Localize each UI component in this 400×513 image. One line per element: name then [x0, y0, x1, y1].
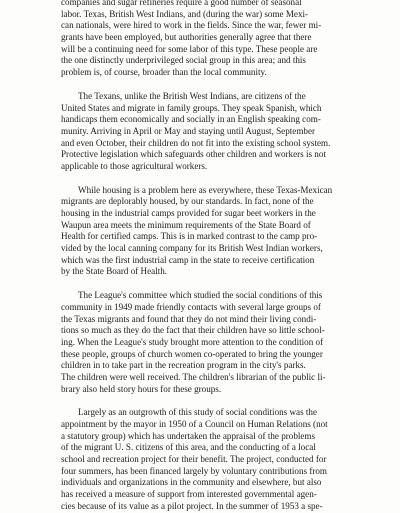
paragraph-gap — [61, 173, 355, 185]
paragraph-gap — [61, 79, 355, 91]
text-line: The Texans, unlike the British West Indians, are citizens of the — [78, 90, 306, 101]
text-line: handicaps them economically and socially in an English speaking com- — [61, 114, 321, 125]
text-line: While housing is a problem here as everywhere, these Texas-Mexican — [78, 184, 333, 195]
text-line: a statutory group) which has undertaken the appraisal of the problems — [61, 430, 316, 441]
text-column — [61, 0, 355, 513]
paragraph-housing — [61, 185, 355, 279]
text-line: which was the first industrial camp in the state to receive certification — [61, 254, 315, 265]
text-line: The children were well received. The children's librarian of the public li- — [61, 371, 326, 382]
text-line: Waupun area meets the minimum requirements of the State Board of — [61, 219, 311, 230]
text-line: labor. Texas, British West Indians, and (during the war) some Mexi- — [61, 8, 309, 19]
text-line: Largely as an outgrowth of this study of social conditions was the — [78, 407, 318, 418]
text-line: munity. Arriving in April or May and staying until August, September — [61, 125, 316, 136]
text-line: Protective legislation which safeguards other children and workers is not — [61, 149, 326, 160]
text-line: ing. When the League's study brought more attention to the condition of — [61, 336, 324, 347]
text-line: and even October, their children do not fit into the existing school system. — [61, 137, 331, 148]
text-line: can nationals, were hired to work in the fields. Since the war, fewer mi- — [61, 20, 322, 31]
paragraph-texans — [61, 91, 355, 173]
text-line: four summers, has been financed largely by voluntary contributions from — [61, 465, 328, 476]
text-line: by the State Board of Health. — [61, 266, 168, 277]
text-line: companies and sugar refineries require a good number of seasonal — [61, 0, 302, 7]
text-line: appointment by the mayor in 1950 of a Council on Human Relations (not — [61, 419, 328, 429]
text-line: children in to take part in the recreation program in the city's parks. — [61, 360, 306, 371]
paragraph-gap — [61, 278, 355, 290]
text-line: of the migrant U. S. citizens of this area, and the conducting of a local — [61, 442, 316, 453]
paragraph-gap — [61, 395, 355, 407]
text-line: tions so much as they do the fact that their children have so little school- — [61, 325, 325, 336]
text-line: grants have been employed, but authorities generally agree that there — [61, 32, 312, 43]
text-line: community in 1949 made friendly contacts with several large groups of — [61, 301, 321, 312]
paragraph-league-committee — [61, 290, 355, 395]
text-line: Health for certified camps. This is in marked contrast to the camp pro- — [61, 231, 318, 242]
text-line: individuals and organizations in the community and elsewhere, but also — [61, 477, 322, 488]
text-line: housing in the industrial camps provided for sugar beet workers in the — [61, 208, 316, 218]
text-line: problem is, of course, broader than the local community. — [61, 67, 267, 78]
text-line: United States and migrate in family groups. They speak Spanish, which — [61, 102, 322, 113]
text-line: school and recreation project for their benefit. The project, conducted for — [61, 454, 327, 465]
text-line: migrants are deplorably housed, by our standards. In fact, none of the — [61, 196, 314, 207]
text-line: these people, groups of church women co-operated to bring the younger — [61, 348, 323, 359]
text-line: will be a continuing need for some labor of this type. These people are — [61, 43, 318, 54]
text-line: brary also held story hours for these groups. — [61, 383, 222, 394]
paragraph-seasonal-labor — [61, 0, 355, 79]
text-line: has received a measure of support from interested governmental agen- — [61, 489, 317, 500]
text-line: applicable to those agricultural workers. — [61, 160, 208, 171]
text-line: the one distinctly underprivileged social group in this area; and this — [61, 55, 306, 66]
text-line: The League's committee which studied the social conditions of this — [78, 290, 323, 301]
text-line: the Texas migrants and found that they do not mind their living condi- — [61, 313, 317, 324]
text-line: cies because of its value as a pilot project. In the summer of 1953 a spe- — [61, 500, 323, 511]
paragraph-human-relations-council — [61, 407, 355, 512]
text-line: vided by the local canning company for its British West Indian workers, — [61, 243, 323, 254]
